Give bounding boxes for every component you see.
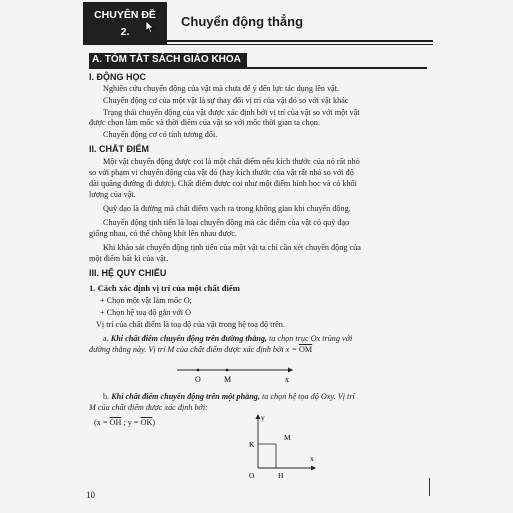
header-rule xyxy=(167,40,433,42)
chapter-number: 2. xyxy=(120,26,130,38)
heading-dong-hoc: I. ĐỘNG HỌC xyxy=(89,72,147,82)
banner-title: A. TÓM TẮT SÁCH GIÁO KHOA xyxy=(89,53,247,67)
paragraph-text: Nghiên cứu chuyển động của vật mà chưa để ý đến lực tác dụng lên vật. xyxy=(103,84,340,93)
emphasis-text: Khi chất điểm chuyển động trên một phẳng, xyxy=(111,392,260,401)
paragraph-a xyxy=(103,334,352,344)
paragraph-text: Chuyển động cơ có tính tương đối. xyxy=(103,130,218,139)
subheading-xac-dinh-vi-tri: 1. Cách xác định vị trí của một chất điểm xyxy=(89,283,240,293)
label-m: M xyxy=(284,433,291,442)
paragraph-text: M của chất điểm được xác định bởi: xyxy=(89,403,208,412)
label-y: y xyxy=(261,413,265,422)
label-h: H xyxy=(278,471,284,480)
paragraph-text: đường thẳng này. Vị trí M của chất điểm được xác định bởi x = xyxy=(89,345,297,354)
paragraph-text: Chuyển động cơ của một vật là sự thay đổi vị trí của vật đó so với vật khác xyxy=(103,96,349,105)
chapter-title: Chuyển động thẳng xyxy=(181,14,304,29)
chapter-label: CHUYÊN ĐỀ xyxy=(94,9,156,21)
paragraph-b xyxy=(103,392,355,402)
label-x: x xyxy=(310,454,314,463)
formula xyxy=(94,418,155,428)
paragraph-text: Khi khảo sát chuyển động tịnh tiến của một vật ta chỉ cần xét chuyển động của xyxy=(103,243,361,252)
paragraph-text: lượng của vật. xyxy=(89,190,136,199)
paragraph-text: Chuyển động tịnh tiến là loại chuyển động mà các điểm của vật có quỹ đạo xyxy=(103,218,350,227)
formula-part: (x = xyxy=(94,418,108,427)
list-item: + Chọn hệ toạ độ gắn với O xyxy=(100,308,192,317)
vector-oh: $\overline{OH}$ xyxy=(109,418,122,427)
paragraph-a-cont xyxy=(89,345,312,355)
axis-label-x: x xyxy=(285,375,289,384)
paragraph-text: dài quãng đường đi được). Chất điểm được coi như một điểm hình học và có khối xyxy=(89,179,357,188)
paragraph-text: ta chọn trục Ox trùng với xyxy=(266,334,353,343)
paragraph-text: Trạng thái chuyển động của vật được xác định bởi vị trí của vật so với một vật xyxy=(103,108,360,117)
origin-point xyxy=(197,369,200,372)
section-banner xyxy=(89,53,427,69)
ox-axis-diagram xyxy=(175,364,300,386)
arrow-head-icon xyxy=(288,368,293,373)
emphasis-text: Khi chất điểm chuyển động trên đường thẳng, xyxy=(110,334,267,343)
y-arrow-icon xyxy=(256,414,261,419)
page-number: 10 xyxy=(86,490,95,500)
paragraph-text: được chọn làm mốc và thời điểm của vật so với mốc thời gian ta chọn. xyxy=(89,118,320,127)
vector-ok: $\overline{OK}$ xyxy=(140,418,153,427)
vector-om: $\overline{OM}$ xyxy=(298,345,313,354)
point-m xyxy=(226,369,229,372)
edge-mark xyxy=(429,478,430,496)
formula-part: ) xyxy=(152,418,156,427)
label-o: O xyxy=(249,471,255,480)
formula-part: ; y = xyxy=(123,418,139,427)
paragraph-text: so với phạm vi chuyển động của vật đó (hay kích thước của vật rất nhỏ so với độ xyxy=(89,168,354,177)
paragraph-text: Quỹ đạo là đường mà chất điểm vạch ra trong không gian khi chuyển động. xyxy=(103,204,351,213)
item-label: b. xyxy=(103,392,110,401)
list-item: + Chọn một vật làm mốc O; xyxy=(100,296,192,305)
paragraph-text: một điểm bất kì của vật. xyxy=(89,254,169,263)
axis-label-o: O xyxy=(195,375,201,384)
header-underline xyxy=(83,44,433,45)
paragraph-text: ta chọn hệ tọa độ Oxy. Vị trí xyxy=(259,392,355,401)
item-label: a. xyxy=(103,334,109,343)
paragraph-text: giống nhau, có thể chồng khít lên nhau được. xyxy=(89,229,237,238)
label-k: K xyxy=(249,440,255,449)
axis-label-m: M xyxy=(224,375,232,384)
x-arrow-icon xyxy=(311,466,316,471)
mouse-cursor-icon xyxy=(145,20,155,34)
paragraph-text: Một vật chuyển động được coi là một chất điểm nếu kích thước của nó rất nhỏ xyxy=(103,157,360,166)
oxy-diagram xyxy=(238,412,328,484)
heading-chat-diem: II. CHẤT ĐIỂM xyxy=(89,144,149,154)
paragraph-text: Vị trí của chất điểm là toạ độ của vật trong hệ toạ độ trên. xyxy=(96,320,285,329)
heading-he-quy-chieu: III. HỆ QUY CHIẾU xyxy=(89,268,167,278)
